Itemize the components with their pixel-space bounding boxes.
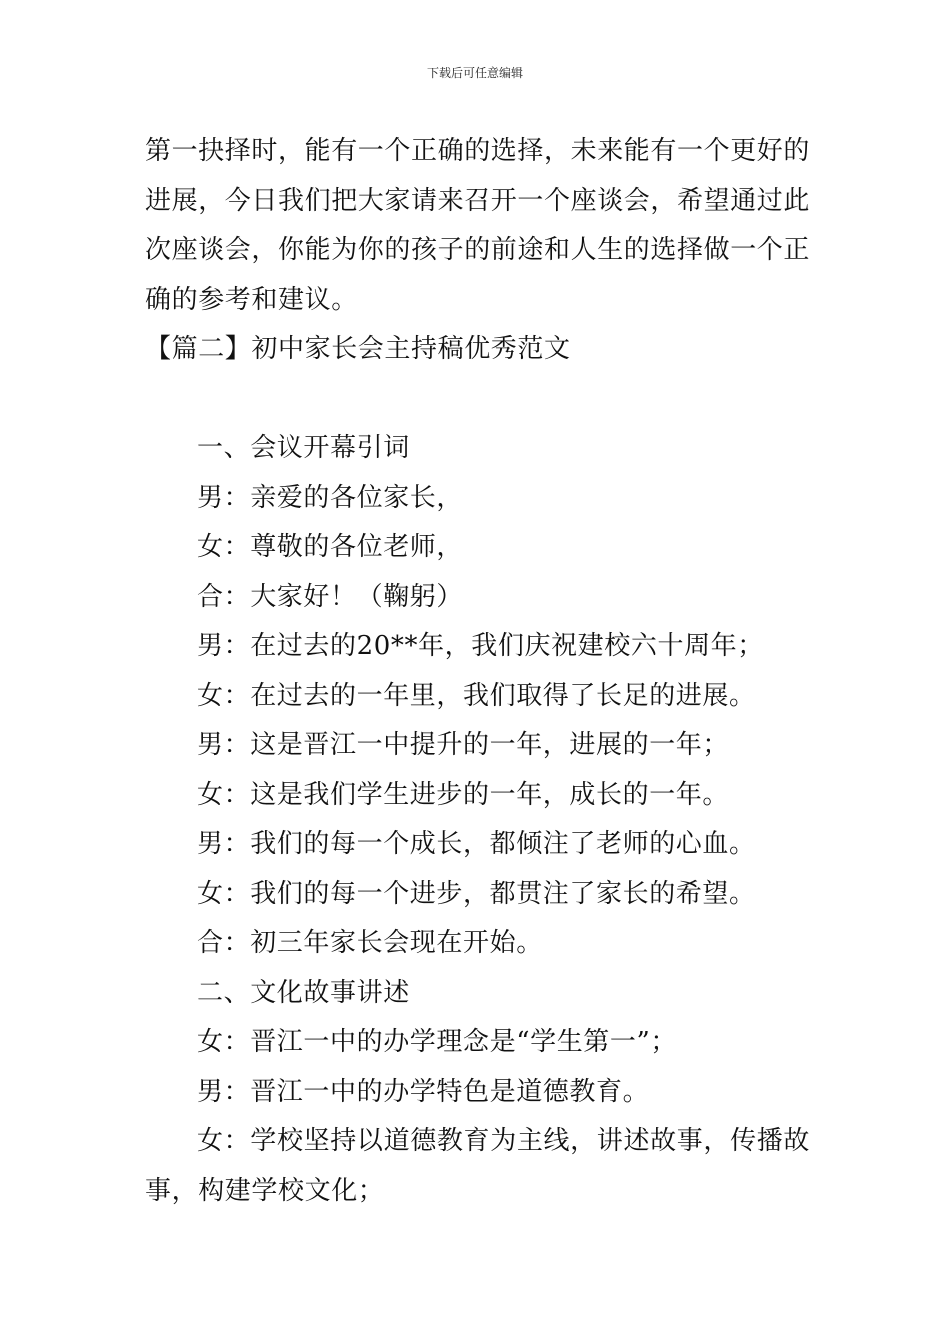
script-line: 女：晋江一中的办学理念是“学生第一”； (197, 1027, 677, 1057)
document-body (145, 127, 810, 1216)
script-line: 男：这是晋江一中提升的一年，进展的一年； (197, 730, 730, 760)
script-line: 女：学校坚持以道德教育为主线，讲述故事，传播故事，构建学校文化； (145, 1126, 810, 1206)
paragraph-continuation: 第一抉择时，能有一个正确的选择，未来能有一个更好的进展，今日我们把大家请来召开一个座谈会，希望通过此次座谈会，你能为你的孩子的前途和人生的选择做一个正确的参考和建议。 (145, 136, 811, 315)
script-line: 女：在过去的一年里，我们取得了长足的进展。 (197, 680, 756, 711)
script-line: 男：亲爱的各位家长， (197, 482, 464, 513)
script-line: 男：我们的每一个成长，都倾注了老师的心血。 (197, 829, 756, 859)
script-line: 女：这是我们学生进步的一年，成长的一年。 (197, 779, 730, 810)
section-title: 【篇二】初中家长会主持稿优秀范文 (145, 334, 571, 364)
script-line: 女：我们的每一个进步，都贯注了家长的希望。 (197, 878, 756, 909)
script-line: 合：大家好！（鞠躬） (197, 581, 464, 612)
script-line: 女：尊敬的各位老师， (197, 532, 464, 562)
script-line: 男：晋江一中的办学特色是道德教育。 (197, 1076, 650, 1107)
blank-line (145, 375, 810, 425)
page-header: 下载后可任意编辑 (426, 66, 523, 80)
heading-opening: 一、会议开幕引词 (197, 433, 410, 463)
heading-story: 二、文化故事讲述 (197, 977, 410, 1008)
script-line: 合：初三年家长会现在开始。 (197, 928, 543, 958)
script-line: 男：在过去的20**年，我们庆祝建校六十周年； (197, 631, 764, 661)
